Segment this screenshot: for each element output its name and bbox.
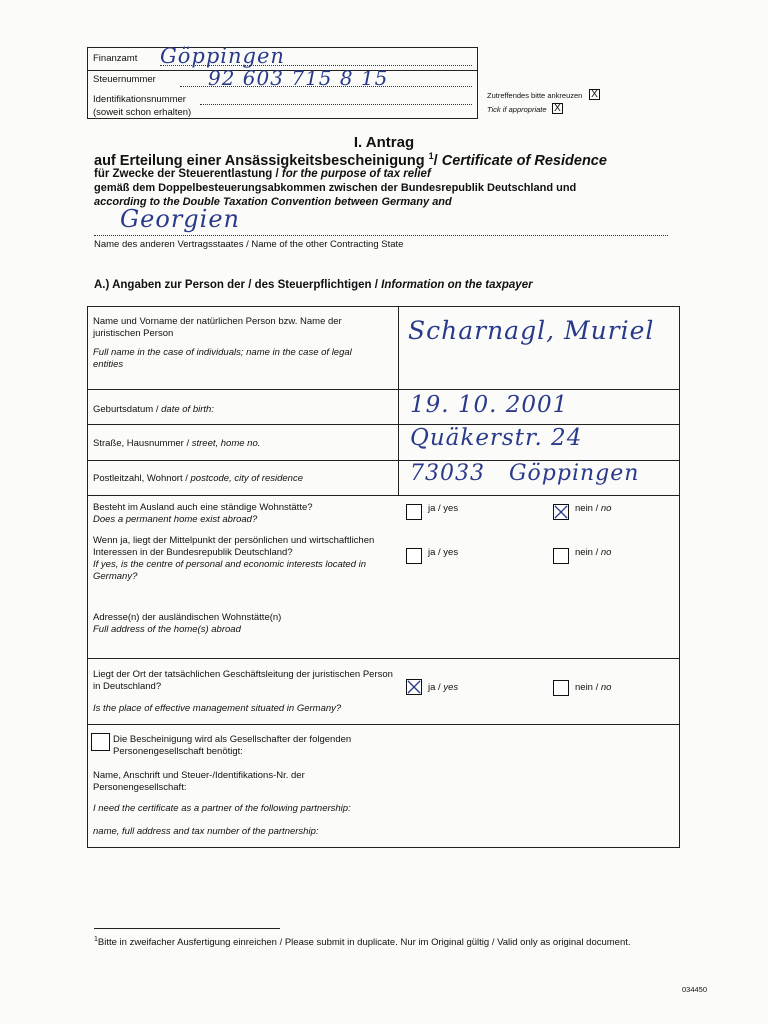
dob-label	[93, 404, 214, 416]
state-dots	[94, 235, 668, 236]
name-label-de: Name und Vorname der natürlichen Person bzw. Name der juristischen Person	[93, 316, 342, 339]
footnote-mark: 1	[94, 936, 98, 943]
title-line2	[94, 151, 607, 169]
dob-label-en: date of birth:	[161, 404, 214, 415]
center-label-de: Wenn ja, liegt der Mittelpunkt der persönlichen und wirtschaftlichen Interessen in der Bundesrepublik Deutschland?	[93, 535, 375, 558]
mgmt-no-label	[575, 682, 611, 693]
section-a-de: A.) Angaben zur Person der / des Steuerpflichtigen /	[94, 279, 382, 291]
abroad-no-label	[575, 503, 611, 514]
mgmt-yes-label-de: ja /	[428, 682, 444, 693]
name-label-en: Full name in the case of individuals; name in the case of legal entities	[93, 347, 352, 370]
center-yes-label: ja / yes	[428, 547, 459, 558]
finanzamt-label: Finanzamt	[93, 53, 138, 64]
abroad-yes-label: ja / yes	[428, 503, 459, 514]
row-line-5	[87, 658, 680, 659]
title-line3-en: for the purpose of tax relief	[281, 168, 431, 180]
steuernummer-label: Steuernummer	[93, 74, 156, 85]
footnote-text: Bitte in zweifacher Ausfertigung einreichen / Please submit in duplicate. Nur im Original gültig / Valid only as original document.	[97, 937, 631, 949]
footnote-ref: 1	[428, 151, 434, 161]
street-label	[93, 438, 260, 450]
mgmt-no-label-en: no	[600, 682, 612, 693]
section-a-heading	[94, 279, 533, 291]
abroad-yes-checkbox[interactable]	[406, 504, 422, 520]
mgmt-label-de: Liegt der Ort der tatsächlichen Geschäftsleitung der juristischen Person in Deutschland?	[93, 669, 393, 692]
mgmt-no-checkbox[interactable]	[553, 680, 569, 696]
dob-label-de: Geburtsdatum /	[93, 404, 162, 415]
city-label-en: postcode, city of residence	[190, 473, 303, 484]
title-line4: gemäß dem Doppelbesteuerungsabkommen zwischen der Bundesrepublik Deutschland und	[94, 182, 577, 194]
abroad-no-label-de: nein /	[575, 503, 601, 514]
city-label-de: Postleitzahl, Wohnort /	[93, 473, 191, 484]
partner-name-label-de: Name, Anschrift und Steuer-/Identifikations-Nr. der Personengesellschaft:	[93, 770, 305, 793]
title-sep: /	[433, 152, 442, 169]
title-line1: I. Antrag	[353, 134, 415, 151]
city-label	[93, 473, 303, 485]
tick-sample-box-2: X	[552, 103, 563, 114]
mgmt-yes-label	[428, 682, 458, 693]
state-label: Name des anderen Vertragsstaates / Name of the other Contracting State	[94, 239, 404, 250]
dob-value[interactable]: 19. 10. 2001	[410, 392, 569, 418]
idnr-note: (soweit schon erhalten)	[93, 107, 192, 118]
idnr-dots	[200, 104, 472, 105]
tick-instruction-de: Zutreffendes bitte ankreuzen	[487, 91, 583, 100]
row-line-4	[87, 495, 680, 496]
title-de: auf Erteilung einer Ansässigkeitsbescheinigung	[94, 152, 429, 169]
street-label-en: street, home no.	[191, 438, 261, 449]
steuernummer-value[interactable]: 92 603 715 8 15	[208, 66, 389, 90]
title-line3	[94, 168, 431, 180]
check-x-icon	[407, 680, 421, 694]
mgmt-yes-label-en: yes	[443, 682, 459, 693]
table-vertical-divider	[398, 306, 399, 389]
tick-sample-box-1: X	[589, 89, 600, 100]
footnote-rule	[94, 928, 280, 929]
city-value[interactable]: 73033 Göppingen	[410, 461, 640, 486]
row-line-1	[87, 389, 680, 390]
footnote	[94, 934, 654, 949]
center-label-en: If yes, is the centre of personal and economic interests located in Germany?	[93, 559, 367, 582]
partner-label-de: Die Bescheinigung wird als Gesellschafter der folgenden Personengesellschaft benötigt:	[113, 734, 352, 757]
title-line5: according to the Double Taxation Convention between Germany and	[94, 196, 452, 208]
row-line-6	[87, 724, 680, 725]
center-yes-checkbox[interactable]	[406, 548, 422, 564]
check-x-icon	[554, 505, 568, 519]
center-no-label-de: nein /	[575, 547, 601, 558]
idnr-label: Identifikationsnummer	[93, 94, 186, 105]
abroad-no-checkbox[interactable]	[553, 504, 569, 520]
address-label-de: Adresse(n) der ausländischen Wohnstätte(n)	[93, 612, 282, 623]
partner-label-en: I need the certificate as a partner of the following partnership:	[93, 803, 351, 814]
title-line3-de: für Zwecke der Steuerentlastung /	[94, 168, 282, 180]
partner-name-label-en: name, full address and tax number of the partnership:	[93, 826, 319, 837]
name-value[interactable]: Scharnagl, Muriel	[408, 316, 655, 345]
row-line-2	[87, 424, 680, 425]
finanzamt-value[interactable]: Göppingen	[160, 44, 285, 68]
center-no-checkbox[interactable]	[553, 548, 569, 564]
table-vertical-divider-2	[398, 389, 399, 495]
street-value[interactable]: Quäkerstr. 24	[410, 425, 583, 451]
abroad-no-label-en: no	[600, 503, 612, 514]
center-no-label	[575, 547, 611, 558]
title-en: Certificate of Residence	[441, 152, 607, 169]
mgmt-yes-checkbox[interactable]	[406, 679, 422, 695]
center-no-label-en: no	[600, 547, 612, 558]
form-number: 034450	[682, 985, 708, 994]
abroad-label-de: Besteht im Ausland auch eine ständige Wohnstätte?	[93, 502, 313, 513]
abroad-label-en: Does a permanent home exist abroad?	[93, 514, 258, 525]
section-a-en: Information on the taxpayer	[381, 279, 533, 291]
street-label-de: Straße, Hausnummer /	[93, 438, 192, 449]
address-label-en: Full address of the home(s) abroad	[93, 624, 241, 635]
partner-checkbox[interactable]	[91, 733, 110, 751]
mgmt-label-en: Is the place of effective management situated in Germany?	[93, 703, 342, 714]
mgmt-no-label-de: nein /	[575, 682, 601, 693]
state-value[interactable]: Georgien	[120, 205, 240, 233]
tick-instruction-en: Tick if appropriate	[487, 105, 547, 114]
